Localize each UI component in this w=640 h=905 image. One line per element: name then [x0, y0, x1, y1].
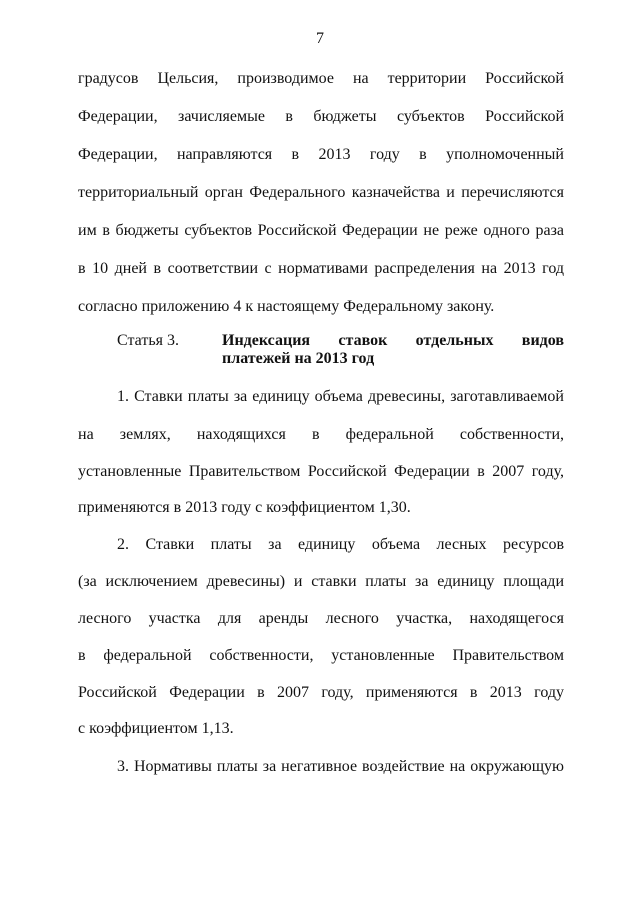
page-number: 7: [316, 30, 324, 47]
article-label: Статья 3.: [117, 332, 179, 349]
text-line: 1. Ставки платы за единицу объема древесины, заготавливаемой: [117, 388, 564, 405]
text-line: им в бюджеты субъектов Российской Федерации не реже одного раза: [78, 222, 564, 239]
text-line: градусов Цельсия, производимое на территории Российской: [78, 70, 564, 87]
text-line: 2. Ставки платы за единицу объема лесных ресурсов: [117, 536, 564, 553]
text-line: лесного участка для аренды лесного участка, находящегося: [78, 610, 564, 627]
text-line: территориальный орган Федерального казначейства и перечисляются: [78, 184, 564, 201]
text-line: Федерации, направляются в 2013 году в уполномоченный: [78, 146, 564, 163]
text-line: (за исключением древесины) и ставки платы за единицу площади: [78, 573, 564, 590]
article-title-line: Индексация ставок отдельных видов: [222, 332, 564, 349]
text-line: в 10 дней в соответствии с нормативами распределения на 2013 год: [78, 260, 564, 277]
article-title-line: платежей на 2013 год: [222, 350, 375, 367]
text-line: в федеральной собственности, установленные Правительством: [78, 647, 564, 664]
text-line: Российской Федерации в 2007 году, применяются в 2013 году: [78, 684, 564, 701]
text-line: согласно приложению 4 к настоящему Федеральному закону.: [78, 298, 495, 315]
article-title: [222, 332, 564, 368]
text-line: с коэффициентом 1,13.: [78, 720, 234, 737]
text-line: 3. Нормативы платы за негативное воздействие на окружающую: [117, 758, 564, 775]
text-line: на землях, находящихся в федеральной собственности,: [78, 426, 564, 443]
text-line: применяются в 2013 году с коэффициентом 1,30.: [78, 499, 411, 516]
text-line: установленные Правительством Российской Федерации в 2007 году,: [78, 463, 564, 480]
text-line: Федерации, зачисляемые в бюджеты субъектов Российской: [78, 108, 564, 125]
